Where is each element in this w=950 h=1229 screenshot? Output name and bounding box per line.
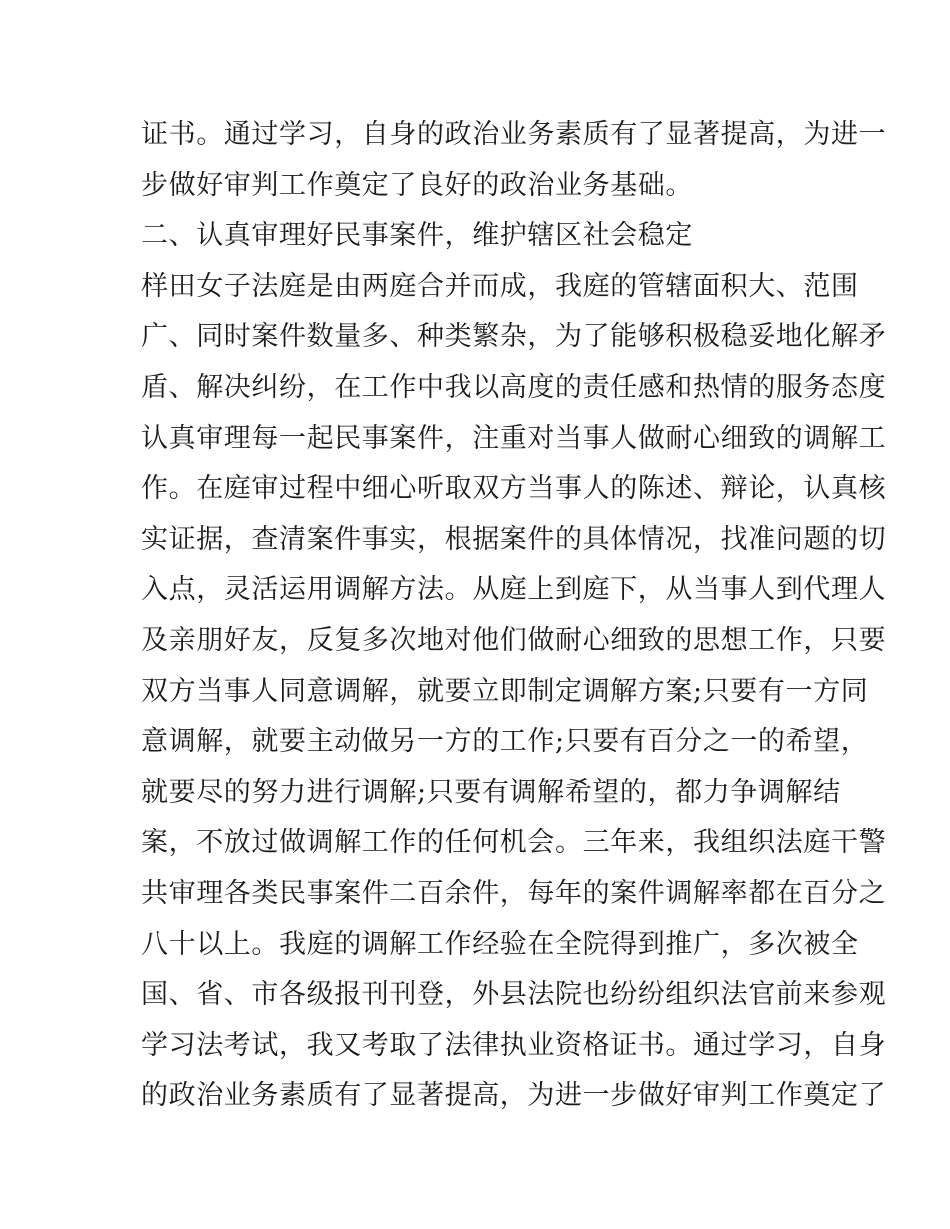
text-line: 双方当事人同意调解，就要立即制定调解方案;只要有一方同 [141,675,869,707]
text-line: 国、省、市各级报刊刊登，外县法院也纷纷组织法官前来参观 [141,979,887,1011]
text-line: 广、同时案件数量多、种类繁杂，为了能够积极稳妥地化解矛 [141,321,887,353]
body-text [141,110,887,1122]
text-line: 作。在庭审过程中细心听取双方当事人的陈述、辩论，认真核 [141,473,887,505]
text-line: 的政治业务素质有了显著提高，为进一步做好审判工作奠定了 [141,1080,887,1112]
text-line: 共审理各类民事案件二百余件，每年的案件调解率都在百分之 [141,877,887,909]
text-line: 案，不放过做调解工作的任何机会。三年来，我组织法庭干警 [141,827,887,859]
section-heading: 二、认真审理好民事案件，维护辖区社会稳定 [141,220,693,252]
text-line: 步做好审判工作奠定了良好的政治业务基础。 [141,169,693,201]
text-line: 八十以上。我庭的调解工作经验在全院得到推广，多次被全 [141,928,859,960]
text-line: 学习法考试，我又考取了法律执业资格证书。通过学习，自身 [141,1029,887,1061]
text-line: 及亲朋好友，反复多次地对他们做耐心细致的思想工作，只要 [141,624,887,656]
text-line: 就要尽的努力进行调解;只要有调解希望的，都力争调解结 [141,776,841,808]
text-line: 意调解，就要主动做另一方的工作;只要有百分之一的希望， [141,726,869,758]
text-line: 认真审理每一起民事案件，注重对当事人做耐心细致的调解工 [141,422,887,454]
text-line: 样田女子法庭是由两庭合并而成，我庭的管辖面积大、范围 [141,270,859,302]
text-line: 实证据，查清案件事实，根据案件的具体情况，找准问题的切 [141,523,887,555]
text-line: 证书。通过学习，自身的政治业务素质有了显著提高，为进一 [141,119,887,150]
text-line: 入点，灵活运用调解方法。从庭上到庭下，从当事人到代理人 [141,574,887,606]
text-line: 盾、解决纠纷，在工作中我以高度的责任感和热情的服务态度 [141,371,887,403]
